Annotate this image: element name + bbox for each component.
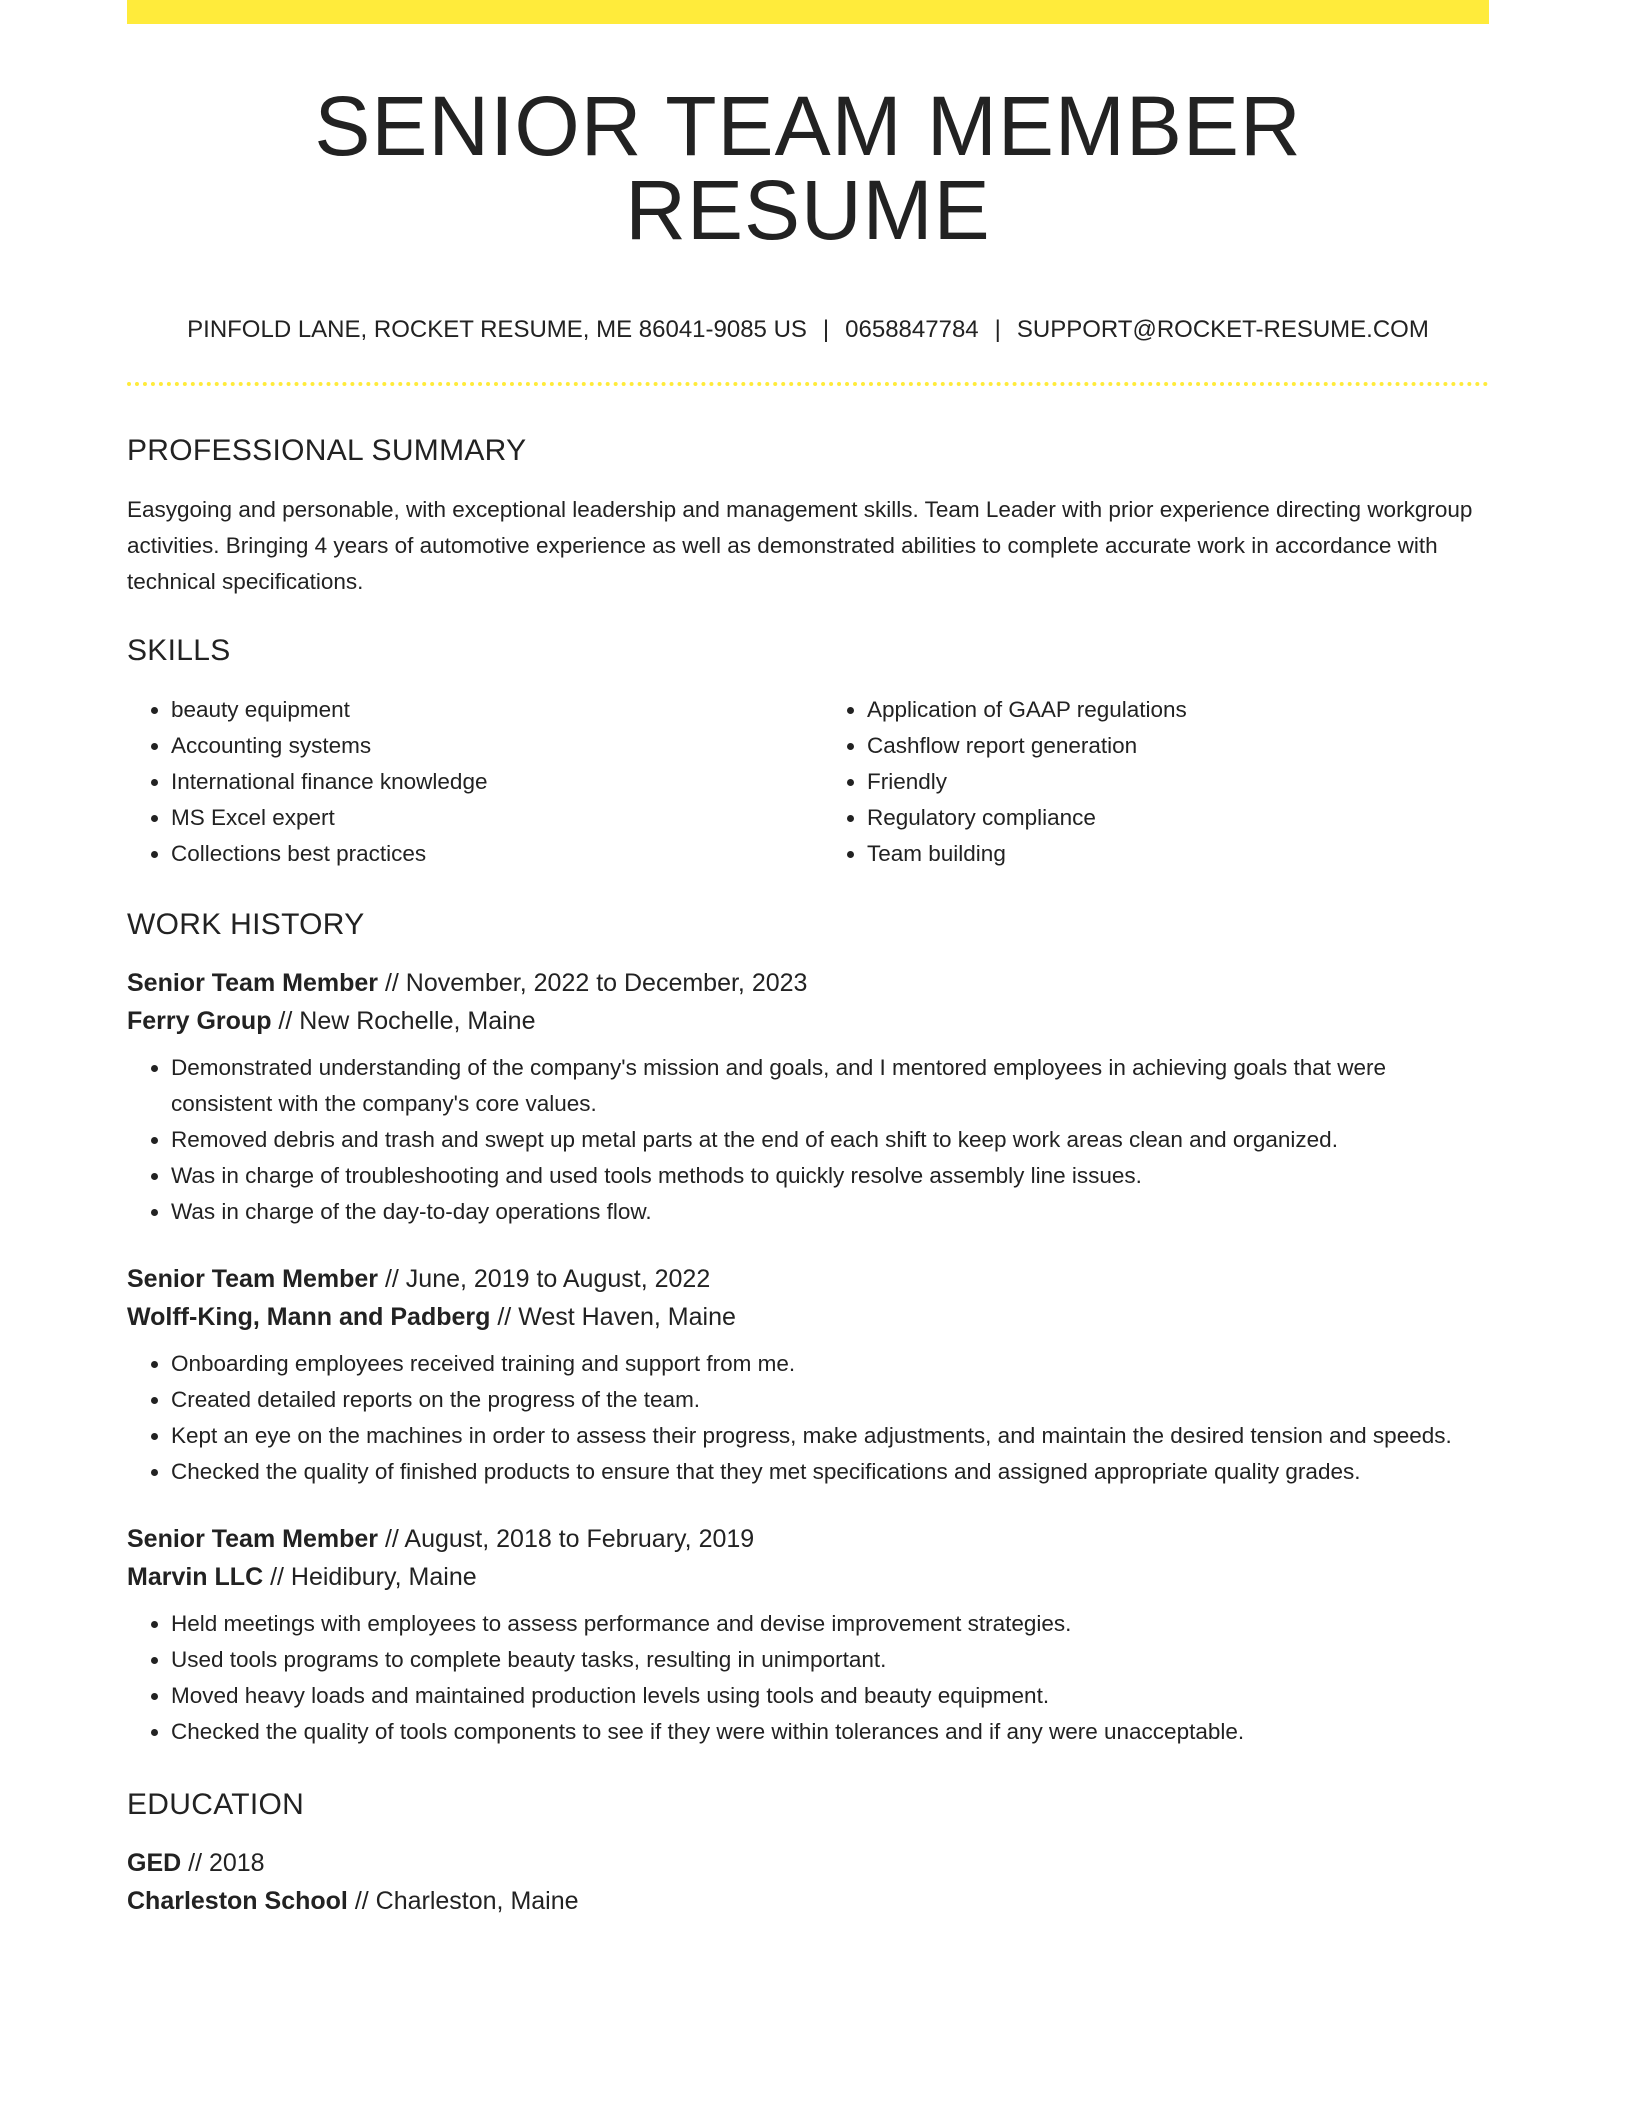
education-location: // Charleston, Maine (347, 1887, 579, 1915)
job-bullet: • Held meetings with employees to assess performance and devise improvement strategies. (171, 1606, 1489, 1642)
skill-item: • Accounting systems (171, 728, 793, 764)
job-bullet: • Removed debris and trash and swept up metal parts at the end of each shift to keep work areas clean and organized. (171, 1122, 1489, 1158)
job-company-line (127, 1002, 1489, 1040)
job-role-line (127, 1520, 1489, 1558)
job-role: Senior Team Member (127, 1525, 379, 1553)
education-degree-line (127, 1844, 1489, 1882)
job-company-line (127, 1558, 1489, 1596)
skill-item: • Collections best practices (171, 836, 793, 872)
job-company-line (127, 1298, 1489, 1336)
education-entry (127, 1844, 1489, 1920)
skills-heading: SKILLS (127, 634, 231, 667)
skills-column-left (127, 692, 793, 872)
job-dates: // August, 2018 to February, 2019 (378, 1525, 755, 1553)
job-bullets (127, 1050, 1489, 1230)
job-bullet: • Checked the quality of finished products to ensure that they met specifications and assigned appropriate quality grades. (171, 1454, 1489, 1490)
skill-item: • Regulatory compliance (867, 800, 1489, 836)
job-bullet: • Onboarding employees received training and support from me. (171, 1346, 1489, 1382)
job-bullets (127, 1606, 1489, 1750)
contact-address: PINFOLD LANE, ROCKET RESUME, ME 86041-9085 US (187, 316, 807, 343)
job-location: // West Haven, Maine (490, 1303, 736, 1331)
contact-separator: | (994, 316, 1001, 343)
skill-item: • International finance knowledge (171, 764, 793, 800)
job-bullets (127, 1346, 1489, 1490)
job-bullet: • Was in charge of the day-to-day operations flow. (171, 1194, 1489, 1230)
job-entry (127, 1260, 1489, 1490)
job-bullet: • Demonstrated understanding of the company's mission and goals, and I mentored employees in achieving goals that were consistent with the company's core values. (171, 1050, 1489, 1122)
education-school: Charleston School (127, 1887, 348, 1915)
job-company: Ferry Group (127, 1007, 272, 1035)
contact-line (127, 318, 1489, 342)
resume-page (127, 0, 1489, 1920)
work-history-heading: WORK HISTORY (127, 908, 365, 941)
education-heading: EDUCATION (127, 1788, 305, 1821)
job-role: Senior Team Member (127, 1265, 379, 1293)
skill-item: • MS Excel expert (171, 800, 793, 836)
dotted-divider (127, 382, 1489, 386)
skills-list (127, 692, 1489, 872)
job-bullet: • Was in charge of troubleshooting and used tools methods to quickly resolve assembly line issues. (171, 1158, 1489, 1194)
accent-bar (127, 0, 1489, 24)
job-dates: // November, 2022 to December, 2023 (378, 969, 808, 997)
skill-item: • beauty equipment (171, 692, 793, 728)
job-bullet: • Created detailed reports on the progress of the team. (171, 1382, 1489, 1418)
job-entry (127, 964, 1489, 1230)
summary-heading: PROFESSIONAL SUMMARY (127, 434, 527, 467)
job-location: // New Rochelle, Maine (271, 1007, 536, 1035)
job-company: Marvin LLC (127, 1563, 264, 1591)
job-bullet: • Moved heavy loads and maintained production levels using tools and beauty equipment. (171, 1678, 1489, 1714)
contact-email: SUPPORT@ROCKET-RESUME.COM (1016, 316, 1429, 343)
job-company: Wolff-King, Mann and Padberg (127, 1303, 491, 1331)
skill-item: • Friendly (867, 764, 1489, 800)
job-role-line (127, 1260, 1489, 1298)
job-role-line (127, 964, 1489, 1002)
skill-item: • Cashflow report generation (867, 728, 1489, 764)
skill-item: • Team building (867, 836, 1489, 872)
contact-separator: | (822, 316, 830, 343)
job-bullet: • Checked the quality of tools components to see if they were within tolerances and if any were unacceptable. (171, 1714, 1489, 1750)
skill-item: • Application of GAAP regulations (867, 692, 1489, 728)
resume-title: SENIOR TEAM MEMBER RESUME (314, 79, 1302, 257)
job-role: Senior Team Member (127, 969, 379, 997)
education-school-line (127, 1882, 1489, 1920)
education-year: // 2018 (181, 1849, 265, 1877)
summary-text: Easygoing and personable, with exceptional leadership and management skills. Team Leader with prior experience directing workgroup activities. Bringing 4 years of automotive experience as well as demonstrated abilities to complete accurate work in accordance with technical specifications. (127, 497, 1473, 594)
skills-column-right (823, 692, 1489, 872)
job-dates: // June, 2019 to August, 2022 (378, 1265, 711, 1293)
job-bullet: • Used tools programs to complete beauty tasks, resulting in unimportant. (171, 1642, 1489, 1678)
education-degree: GED (127, 1849, 182, 1877)
contact-phone: 0658847784 (845, 316, 979, 343)
job-entry (127, 1520, 1489, 1750)
job-location: // Heidibury, Maine (263, 1563, 477, 1591)
job-bullet: • Kept an eye on the machines in order to assess their progress, make adjustments, and maintain the desired tension and speeds. (171, 1418, 1489, 1454)
